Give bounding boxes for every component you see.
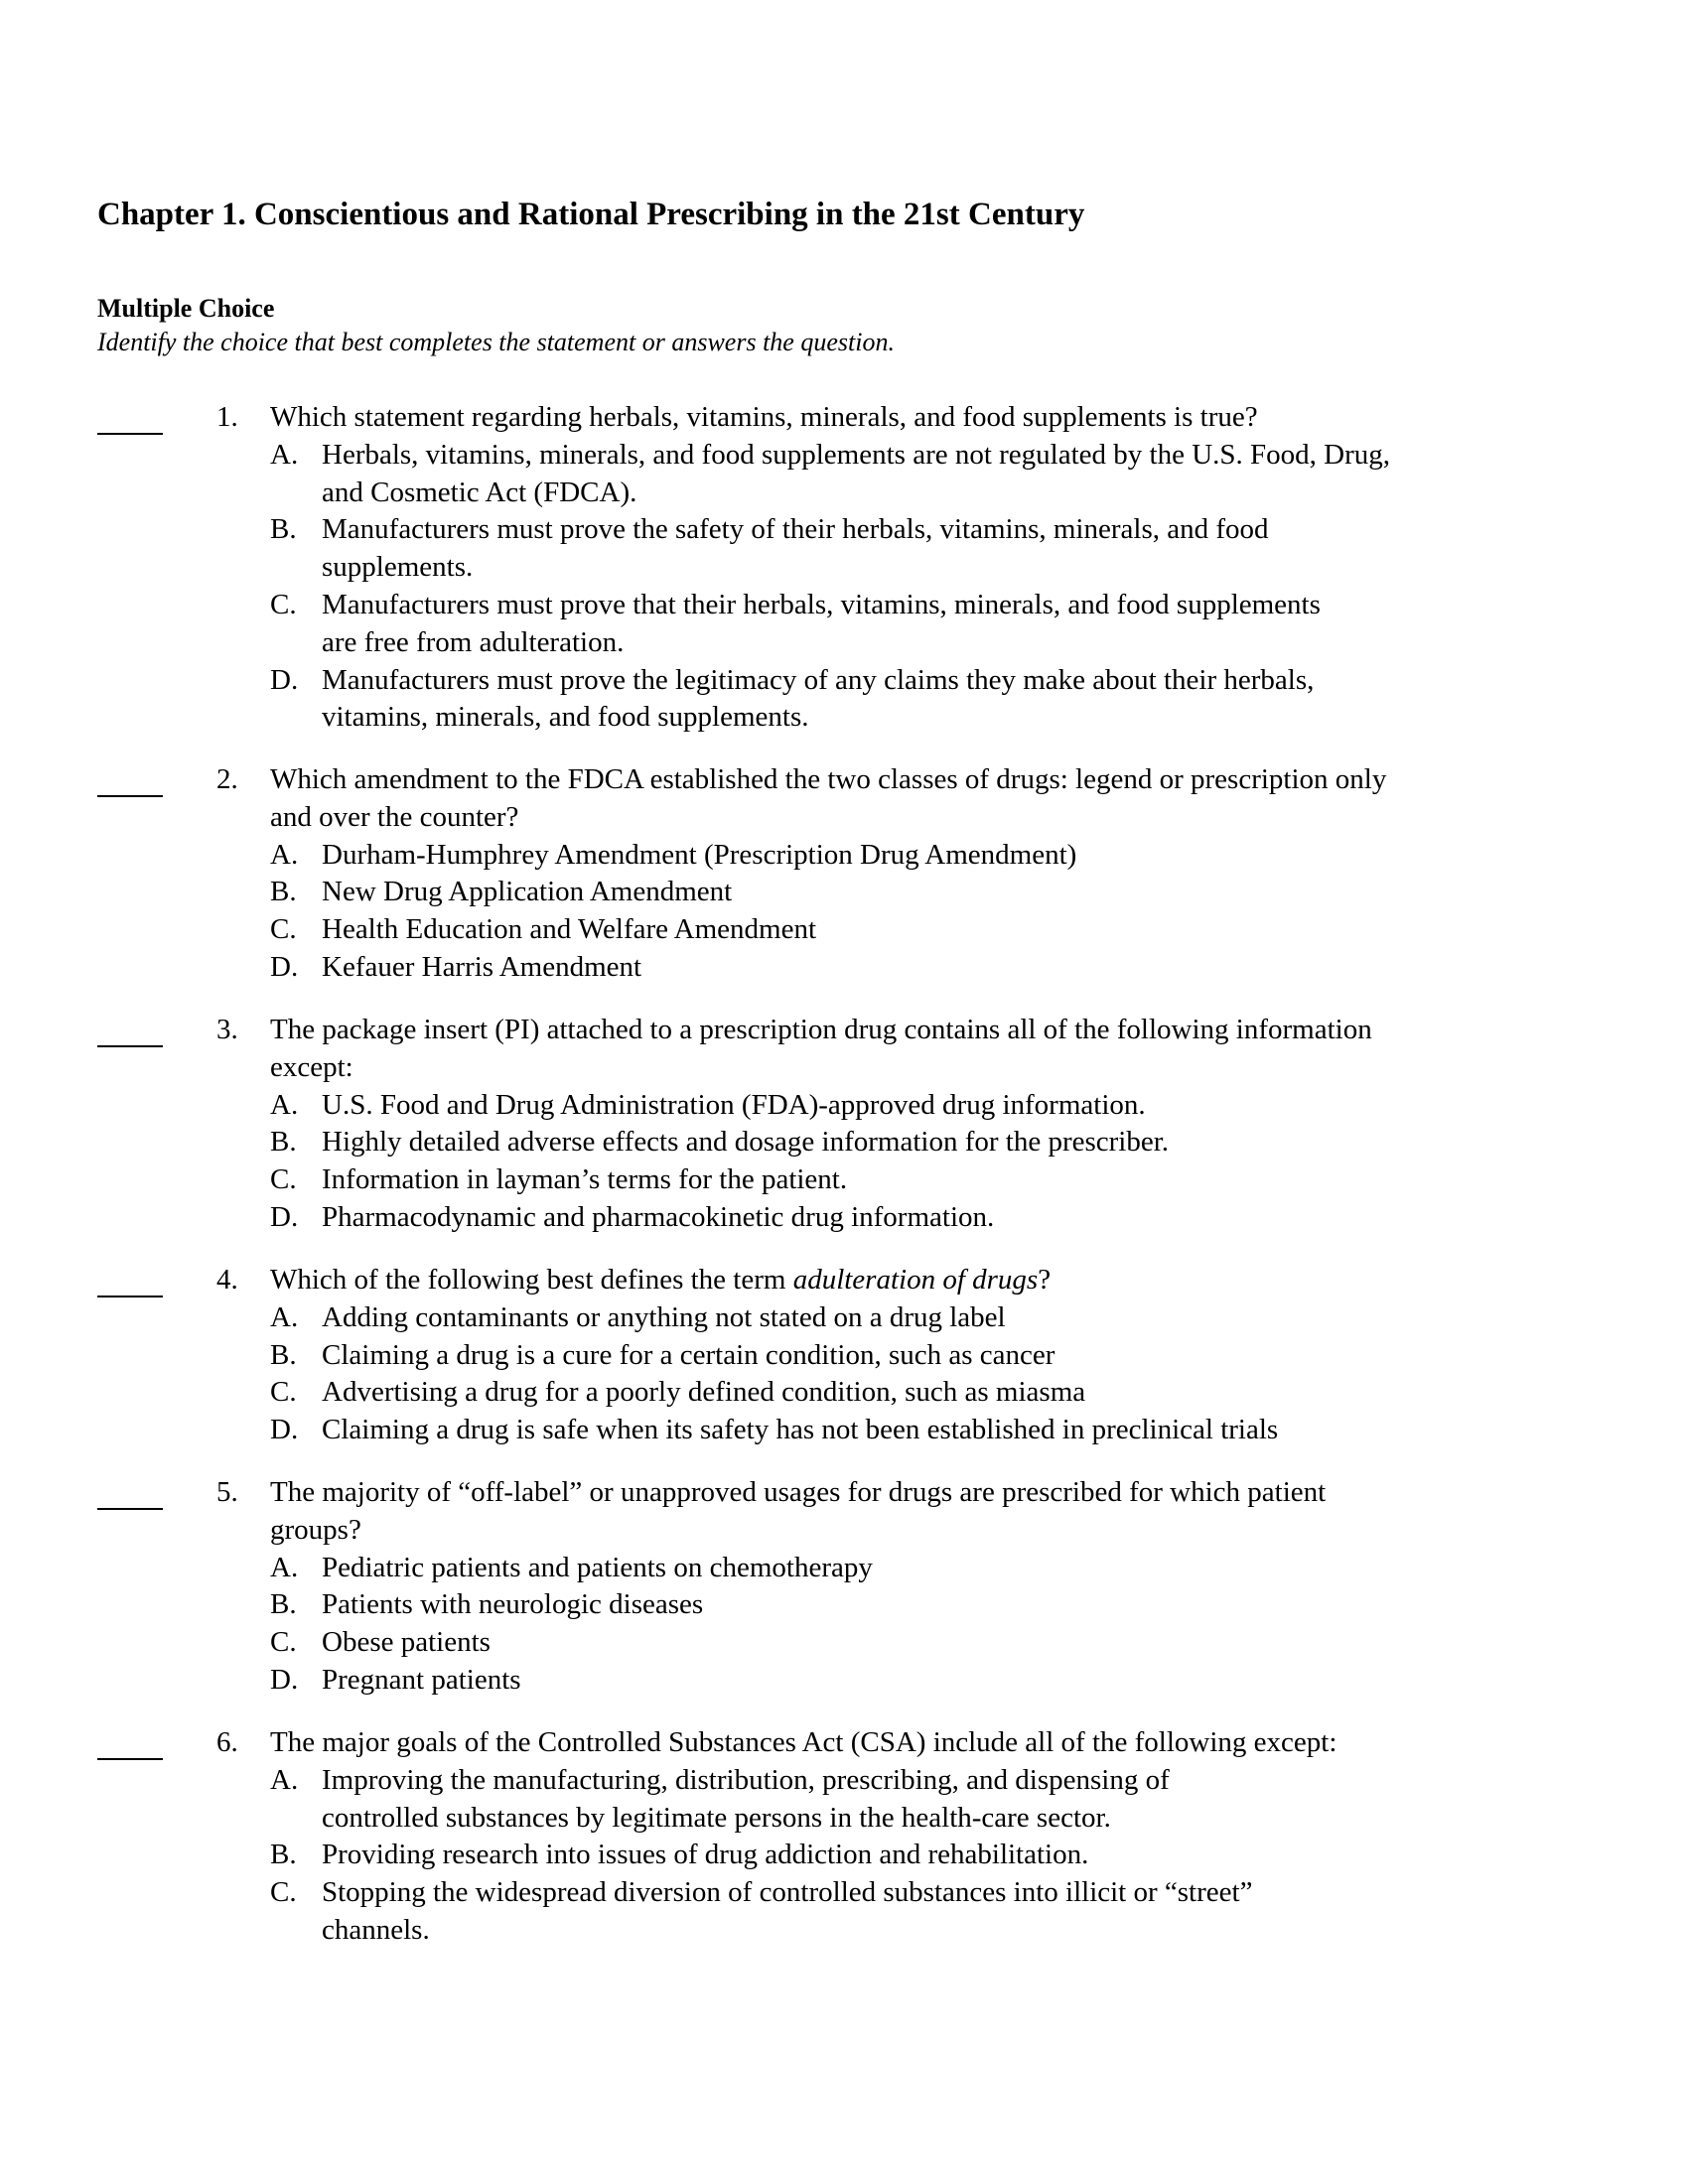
choice-text: Pediatric patients and patients on chemotherapy bbox=[322, 1551, 873, 1583]
choice-letter: A. bbox=[270, 1551, 299, 1583]
choice-text: Claiming a drug is safe when its safety has not been established in preclinical trials bbox=[322, 1414, 1279, 1446]
question-stem bbox=[270, 1262, 1561, 1299]
choice-c[interactable] bbox=[270, 1161, 1561, 1199]
chapter-title: Chapter 1. Conscientious and Rational Prescribing in the 21st Century bbox=[97, 197, 1085, 232]
choice-letter: D. bbox=[270, 1663, 299, 1696]
choice-letter: C. bbox=[270, 1626, 297, 1659]
answer-blank[interactable] bbox=[97, 1045, 163, 1047]
choice-letter: D. bbox=[270, 663, 299, 696]
stem-text: Which of the following best defines the term bbox=[270, 1264, 793, 1296]
choice-letter: B. bbox=[270, 1588, 297, 1621]
choice-text: Claiming a drug is a cure for a certain condition, such as cancer bbox=[322, 1338, 1055, 1371]
choice-letter: C. bbox=[270, 913, 297, 946]
choice-letter: C. bbox=[270, 588, 297, 620]
choice-d[interactable] bbox=[270, 1412, 1561, 1449]
choice-c[interactable] bbox=[270, 587, 1335, 662]
choice-d[interactable] bbox=[270, 1662, 1561, 1700]
choice-letter: B. bbox=[270, 1126, 297, 1159]
choice-c[interactable] bbox=[270, 1874, 1315, 1950]
choice-text: Herbals, vitamins, minerals, and food supplements are not regulated by the U.S. Food, Drug, and Cosmetic Act (FDCA). bbox=[322, 438, 1391, 508]
stem-line: Which amendment to the FDCA established the two classes of drugs: legend or prescription only bbox=[270, 763, 1387, 795]
choice-c[interactable] bbox=[270, 1374, 1561, 1412]
choice-text: Advertising a drug for a poorly defined condition, such as miasma bbox=[322, 1376, 1086, 1409]
choice-letter: B. bbox=[270, 876, 297, 908]
choice-letter: A. bbox=[270, 1300, 299, 1333]
choice-text: Manufacturers must prove the safety of their herbals, vitamins, minerals, and food supplements. bbox=[322, 513, 1269, 584]
choice-letter: A. bbox=[270, 438, 299, 471]
stem-italic-term: adulteration of drugs bbox=[792, 1264, 1039, 1296]
question-stem bbox=[270, 1012, 1561, 1087]
choice-text: Manufacturers must prove that their herbals, vitamins, minerals, and food supplements are free from adulteration. bbox=[322, 588, 1321, 658]
question-number: 1. bbox=[216, 401, 238, 433]
choice-list bbox=[270, 437, 1402, 737]
choice-b[interactable] bbox=[270, 1124, 1561, 1161]
choice-text: Patients with neurologic diseases bbox=[322, 1588, 704, 1621]
stem-line: except: bbox=[270, 1050, 353, 1083]
answer-blank[interactable] bbox=[97, 1296, 163, 1297]
choice-d[interactable] bbox=[270, 949, 1561, 987]
choice-letter: C. bbox=[270, 1163, 297, 1196]
choice-letter: B. bbox=[270, 513, 297, 546]
choice-text: Highly detailed adverse effects and dosage information for the prescriber. bbox=[322, 1126, 1170, 1159]
question-stem bbox=[270, 761, 1561, 837]
choice-letter: A. bbox=[270, 838, 299, 871]
choice-a[interactable] bbox=[270, 837, 1561, 875]
choice-c[interactable] bbox=[270, 1624, 1561, 1662]
choice-b[interactable] bbox=[270, 1837, 1283, 1874]
choice-text: U.S. Food and Drug Administration (FDA)-approved drug information. bbox=[322, 1088, 1146, 1121]
choice-letter: C. bbox=[270, 1876, 297, 1909]
choice-text: Information in layman’s terms for the patient. bbox=[322, 1163, 848, 1196]
question-stem bbox=[270, 1724, 1561, 1762]
question-number: 4. bbox=[216, 1264, 238, 1296]
choice-letter: A. bbox=[270, 1763, 299, 1796]
choice-text: Durham-Humphrey Amendment (Prescription Drug Amendment) bbox=[322, 838, 1077, 871]
stem-line: The majority of “off-label” or unapproved usages for drugs are prescribed for which patient bbox=[270, 1476, 1327, 1508]
choice-text: Stopping the widespread diversion of controlled substances into illicit or “street” channels. bbox=[322, 1876, 1253, 1946]
section-heading: Multiple Choice bbox=[97, 294, 275, 323]
stem-line: The major goals of the Controlled Substances Act (CSA) include all of the following except: bbox=[270, 1726, 1337, 1758]
choice-text: Improving the manufacturing, distribution, prescribing, and dispensing of controlled substances by legitimate persons in the health-care sector. bbox=[322, 1763, 1170, 1834]
choice-list bbox=[270, 1299, 1561, 1449]
choice-text: Health Education and Welfare Amendment bbox=[322, 913, 817, 946]
choice-list bbox=[270, 1550, 1561, 1700]
choice-text: Kefauer Harris Amendment bbox=[322, 950, 642, 983]
choice-a[interactable] bbox=[270, 437, 1402, 512]
choice-text: Adding contaminants or anything not stated on a drug label bbox=[322, 1300, 1006, 1333]
stem-line: groups? bbox=[270, 1513, 361, 1546]
choice-a[interactable] bbox=[270, 1087, 1561, 1125]
choice-letter: C. bbox=[270, 1376, 297, 1409]
choice-a[interactable] bbox=[270, 1762, 1245, 1838]
choice-text: Providing research into issues of drug addiction and rehabilitation. bbox=[322, 1839, 1089, 1871]
choice-b[interactable] bbox=[270, 874, 1561, 911]
choice-list bbox=[270, 1762, 1283, 1950]
choice-letter: D. bbox=[270, 1414, 299, 1446]
stem-line: Which statement regarding herbals, vitamins, minerals, and food supplements is true? bbox=[270, 401, 1258, 433]
question-stem bbox=[270, 1474, 1561, 1550]
choice-d[interactable] bbox=[270, 662, 1394, 738]
choice-b[interactable] bbox=[270, 1337, 1561, 1375]
question-number: 2. bbox=[216, 763, 238, 795]
choice-a[interactable] bbox=[270, 1299, 1561, 1337]
choice-text: Pregnant patients bbox=[322, 1663, 521, 1696]
choice-text: Pharmacodynamic and pharmacokinetic drug information. bbox=[322, 1200, 995, 1233]
choice-a[interactable] bbox=[270, 1550, 1561, 1587]
question-number: 3. bbox=[216, 1014, 238, 1045]
choice-letter: D. bbox=[270, 950, 299, 983]
choice-c[interactable] bbox=[270, 911, 1561, 949]
choice-letter: A. bbox=[270, 1088, 299, 1121]
choice-text: New Drug Application Amendment bbox=[322, 876, 733, 908]
answer-blank[interactable] bbox=[97, 1508, 163, 1510]
choice-b[interactable] bbox=[270, 1586, 1561, 1624]
question-number: 6. bbox=[216, 1726, 238, 1758]
answer-blank[interactable] bbox=[97, 433, 163, 435]
stem-line bbox=[270, 1262, 1561, 1299]
choice-list bbox=[270, 1087, 1561, 1237]
question-stem bbox=[270, 399, 1561, 437]
choice-d[interactable] bbox=[270, 1199, 1561, 1237]
choice-letter: B. bbox=[270, 1839, 297, 1871]
choice-text: Obese patients bbox=[322, 1626, 491, 1659]
choice-text: Manufacturers must prove the legitimacy of any claims they make about their herbals, vitamins, minerals, and food supplements. bbox=[322, 663, 1315, 734]
instructions: Identify the choice that best completes the statement or answers the question. bbox=[97, 328, 895, 356]
answer-blank[interactable] bbox=[97, 795, 163, 797]
stem-line: The package insert (PI) attached to a prescription drug contains all of the following information bbox=[270, 1014, 1372, 1045]
stem-line: and over the counter? bbox=[270, 800, 519, 833]
choice-letter: D. bbox=[270, 1200, 299, 1233]
choice-b[interactable] bbox=[270, 511, 1402, 587]
stem-text: ? bbox=[1038, 1264, 1052, 1296]
choice-letter: B. bbox=[270, 1338, 297, 1371]
choice-list bbox=[270, 837, 1561, 987]
question-number: 5. bbox=[216, 1476, 238, 1508]
answer-blank[interactable] bbox=[97, 1758, 163, 1760]
